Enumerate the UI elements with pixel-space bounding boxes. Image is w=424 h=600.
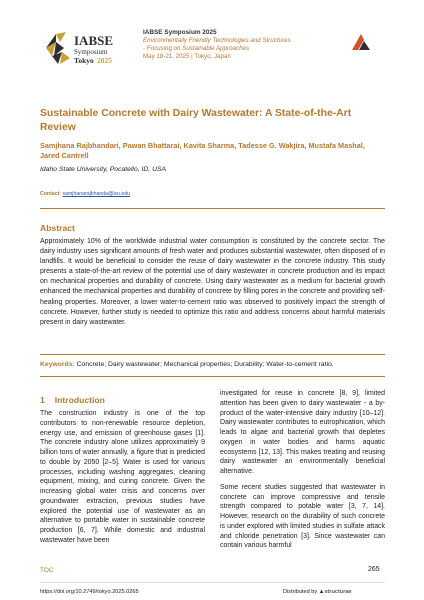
section-number: 1 [40, 395, 45, 405]
contact-label: Contact: [40, 191, 62, 197]
section-heading [40, 395, 105, 405]
paragraph: The construction industry is one of the top contributors to non-renewable resource depletion, energy use, and emission of greenhouse gases [1]. The concrete industry alone utilizes approximately 9 billion tons of water annually, a figure that is predicted to double by 2050 [2–5]. Water is used for various processes, including washing aggregates, cleaning equipment, mixing, and curing concrete. Given the increasing global water crisis and concerns over groundwater extraction, previous studies have explored the potential use of wastewater as an alternative to portable water in sustainable concrete production [6, 7]. While domestic and industrial wastewater have been [40, 410, 205, 544]
left-column [40, 409, 205, 552]
conference-name: IABSE Symposium 2025 [143, 29, 217, 36]
conference-dates-location: May 18-21, 2025 | Tokyo, Japan [143, 53, 231, 61]
corner-logo-icon [352, 34, 370, 50]
keywords-text: Concrete; Dairy wastewater; Mechanical properties; Durability; Water-to-cement ratio. [76, 361, 334, 368]
divider [40, 354, 385, 355]
right-column [220, 389, 385, 557]
divider [40, 208, 385, 209]
svg-text:Symposium: Symposium [74, 48, 108, 56]
distribution-note [283, 589, 352, 595]
conference-theme-line2: - Focusing on Sustainable Approaches [143, 45, 250, 53]
keywords-label: Keywords: [40, 361, 75, 368]
paper-affiliation: Idaho State University, Pocatello, ID, USA [40, 166, 167, 173]
keywords-line [40, 361, 385, 368]
abstract-heading: Abstract [40, 223, 75, 233]
divider [40, 376, 385, 377]
paragraph: Some recent studies suggested that wastewater in concrete can improve compressive and tensile strength compared to potable water [3, 7, 14]. However, research on the durability of such concrete is under explored with limited studies in sulfate attack and chloride penetration [3]. Since wastewater can contain various harmful [220, 483, 385, 550]
abstract-text: Approximately 10% of the worldwide industrial water consumption is constituted by the concrete sector. The dairy industry uses significant amounts of fresh water and produces substantial wastewater, often disposed of in landfills. It would be beneficial to consider the reuse of dairy wastewater in the concrete industry. This study presents a state-of-the-art review of the potential use of dairy wastewater in concrete production and its impact on mechanical properties and durability of concrete. Using dairy wastewater as a medium for bacterial growth enhanced the mechanical properties and durability of concrete by filling pores in the concrete and providing self-healing properties. Moreover, a lower water-to-cement ratio was observed to positively impact the strength of concrete. However, further study is needed to optimize this ratio and address concerns about harmful materials present in dairy wastewater. [40, 238, 385, 326]
svg-text:IABSE: IABSE [74, 33, 114, 48]
svg-text:2025: 2025 [97, 56, 112, 65]
distributed-by-label: Distributed by [283, 589, 318, 595]
conference-theme-line1: Environmentally Friendly Technologies and Structures [143, 37, 291, 44]
contact-line [40, 191, 385, 197]
conference-info [143, 29, 343, 62]
page-number: 265 [368, 566, 380, 573]
distributor-name: structurae [324, 589, 352, 595]
paragraph: investigated for reuse in concrete [8, 9], limited attention has been given to dairy wastewater - a by-product of the water-intensive dairy industry [10–12]. Dairy wastewater contributes to eutrophication, which leads to algae and bacterial growth that depletes oxygen in water bodies and harms aquatic ecosystems [12, 13]. This makes treating and reusing dairy wastewater an environmentally beneficial alternative. [220, 390, 385, 475]
toc-link[interactable]: TOC [40, 567, 54, 574]
structurae-logo-icon: ▲ [318, 589, 325, 595]
svg-text:Tokyo: Tokyo [74, 56, 94, 65]
doi-link[interactable]: https://doi.org/10.2749/tokyo.2025.0265 [40, 589, 139, 595]
paper-title: Sustainable Concrete with Dairy Wastewater: A State-of-the-Art Review [40, 108, 352, 133]
section-title: Introduction [54, 395, 105, 405]
paper-authors: Samjhana Rajbhandari, Pawan Bhattarai, Kavita Sharma, Tadesse G. Wakjira, Mustafa Mashal, Jared Cantrell [40, 141, 365, 160]
iabse-logo [40, 26, 126, 70]
contact-email-link[interactable]: samjhanarajbhanda@isu.edu [62, 191, 131, 197]
footer-divider [40, 582, 385, 583]
